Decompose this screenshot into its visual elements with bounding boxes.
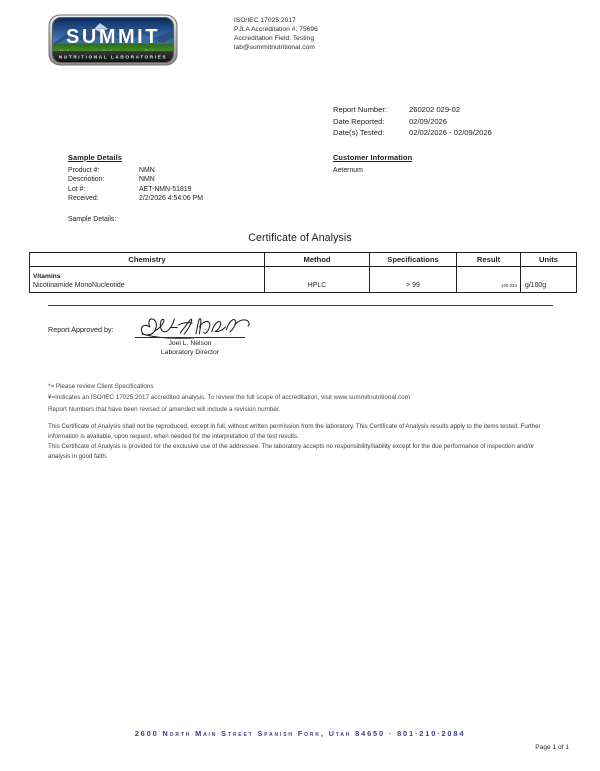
received-label: Received: [68, 195, 99, 203]
footer-address: 2600 North Main Street Spanish Fork, Utah 84650 · 801·210·2084 [134, 729, 466, 738]
result-cell [457, 267, 521, 293]
report-number-label: Report Number: [333, 105, 388, 114]
table-row [30, 267, 577, 293]
note-revision-number: Report Numbers that have been revised or amended will include a revision number. [48, 405, 281, 413]
svg-text:SUMMIT: SUMMIT [66, 26, 160, 48]
description-label: Descriotion: [68, 176, 105, 184]
dates-tested-row [333, 127, 492, 139]
description-value: NMN [139, 176, 155, 184]
accreditation-pjla-number: PJLA Accreditation #: 75696 [234, 26, 318, 34]
report-number-row [333, 104, 492, 116]
received-value: 2/2/2026 4:54:06 PM [139, 195, 203, 203]
sample-detail-row [68, 175, 203, 185]
document-header [48, 14, 558, 66]
note-accredited-analysis: ¥=Indicates an ISO/IEC 17025:2017 accredited analysis. To review the full scope of accreditation, visit www.summitnutritional.com [48, 394, 410, 402]
sample-details-title: Sample Details [68, 153, 122, 162]
specification-value: > 99 [406, 282, 420, 289]
customer-name: Aeternum [333, 166, 363, 174]
product-number-value: NMN [139, 166, 155, 174]
disclaimer-section [48, 422, 548, 462]
units-value: g/100g [525, 282, 547, 289]
column-header-method: Method [265, 253, 370, 267]
sample-details-footer-label: Sample Details: [68, 215, 117, 223]
column-header-units: Units [521, 253, 577, 267]
report-approved-by-label: Report Approved by: [48, 325, 114, 334]
product-number-label: Product #: [68, 166, 100, 174]
lot-number-value: AET-NMN-51819 [139, 185, 192, 193]
signature-line [135, 337, 245, 338]
disclaimer-paragraph-2: This Certificate of Analysis is provided for the exclusive use of the addressee. The laboratory accepts no responsibility/liability except for the due performance of inspection and/or analysis in good faith. [48, 442, 535, 460]
sample-detail-row [68, 194, 203, 204]
note-client-specifications: *= Please review Client Specifications [48, 383, 154, 390]
summit-logo-icon [48, 14, 178, 66]
results-table [29, 252, 577, 293]
method-value: HPLC [307, 282, 327, 289]
table-header-row [30, 253, 577, 267]
sample-details-section [68, 153, 203, 225]
approver-name: Joel L. Nelson [168, 340, 212, 347]
column-header-chemistry: Chemistry [30, 253, 265, 267]
column-header-specifications: Specifications [370, 253, 457, 267]
report-metadata [333, 104, 492, 139]
disclaimer-paragraph-1: This Certificate of Analysis shall not be reproduced, except in full, without written permission from the laboratory. This Certificate of Analysis results apply to the items tested. Further information is available, upon request, when needed for the interpretation of the test results. [48, 423, 541, 440]
date-reported-label: Date Reported: [333, 116, 385, 126]
svg-text:NUTRITIONAL LABORATORIES: NUTRITIONAL LABORATORIES [58, 55, 168, 61]
sample-detail-row [68, 185, 203, 195]
approver-details [135, 339, 245, 358]
dates-tested-value: 02/02/2026 - 02/09/2026 [409, 128, 492, 138]
column-header-result: Result [457, 253, 521, 267]
analyte-name: Nicotinamide MonoNucleotide [33, 282, 125, 289]
lot-number-label: Lot #: [68, 185, 86, 193]
accreditation-email: lab@summitnutritional.com [234, 44, 315, 52]
customer-information-title: Customer Information [333, 153, 413, 162]
notes-section [48, 381, 553, 415]
report-number-value: 260202 029-02 [409, 105, 461, 114]
analyte-group-name: Vitamins [33, 273, 61, 280]
specifications-cell [370, 267, 457, 293]
accreditation-field: Accreditation Field: Testing [234, 35, 315, 43]
customer-information-section [333, 153, 412, 175]
section-divider [48, 305, 553, 306]
accreditation-standard: ISO/IEC 17025:2017 [234, 17, 296, 24]
certificate-of-analysis-title: Certificate of Analysis [248, 232, 352, 244]
dates-tested-label: Date(s) Tested: [333, 128, 385, 138]
date-reported-value: 02/09/2026 [409, 116, 448, 126]
units-cell [521, 267, 577, 293]
sample-detail-row [68, 166, 203, 176]
company-logo [48, 14, 178, 66]
chemistry-cell [30, 267, 265, 293]
approver-title: Laboratory Director [160, 349, 220, 357]
result-value: 100.034 [501, 283, 517, 288]
accreditation-info [234, 14, 318, 52]
method-cell [265, 267, 370, 293]
date-reported-row [333, 116, 492, 128]
page-number: Page 1 of 1 [535, 744, 569, 751]
